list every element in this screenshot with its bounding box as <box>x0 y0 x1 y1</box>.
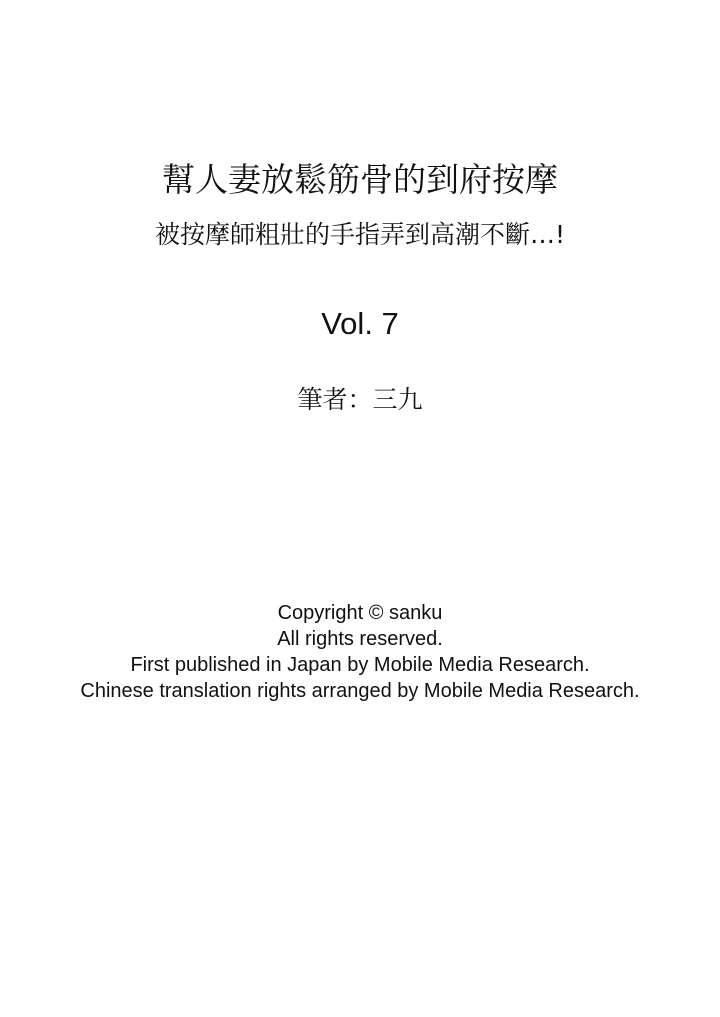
rights-reserved-line: All rights reserved. <box>277 628 443 650</box>
copyright-line: Copyright © sanku <box>277 602 443 624</box>
publication-line: First published in Japan by Mobile Media Research. <box>130 654 590 676</box>
translation-rights-line: Chinese translation rights arranged by Mobile Media Research. <box>80 680 640 702</box>
author-credit: 筆者：三九 <box>297 385 423 414</box>
page-title: 幫人妻放鬆筋骨的到府按摩 <box>162 160 558 199</box>
page-subtitle: 被按摩師粗壯的手指弄到高潮不斷…! <box>154 220 566 249</box>
volume-label: Vol. 7 <box>321 306 399 341</box>
